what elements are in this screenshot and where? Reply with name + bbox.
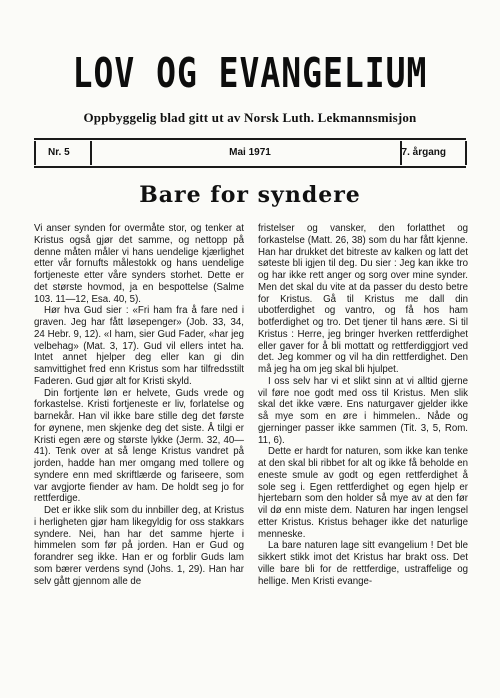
paragraph: Hør hva Gud sier : «Fri ham fra å fare ned i graven. Jeg har fått løsepenger» (Job. 33, 34, 24 Hebr. 9, 12). «I ham, sier Gud Fader, «har jeg velbehag» (Mat. 3, 17). Gud vil ellers intet ha. Intet annet hjelper deg eller kan gi din samvittighet fred enn Kristus som har tilfredsstilt Faderen. Gud gjør alt for Kristi skyld. bbox=[34, 305, 244, 387]
issue-info-bar bbox=[34, 146, 466, 162]
top-rule bbox=[34, 138, 466, 140]
paragraph: La bare naturen lage sitt evangelium ! Det ble sikkert stikk imot det Kristus har brakt oss. Det ville bare bli for de rettferdige, ustraffelige og hellige. Men Kristi evange- bbox=[258, 540, 468, 587]
article-title: Bare for syndere bbox=[139, 182, 361, 208]
paragraph: I oss selv har vi et slikt sinn at vi alltid gjerne vil føre noe godt med oss til Kristus. Men slik skal det ikke være. Ens naturgaver gjelder ikke så mye som en øre i himmelen.. Nåde og gjerninger passer ikke sammen (Tit. 3, 5, Rom. 11, 6). bbox=[258, 375, 468, 446]
masthead-title: LOV OG EVANGELIUM bbox=[72, 48, 428, 97]
bottom-rule bbox=[34, 166, 466, 168]
issue-number: Nr. 5 bbox=[48, 147, 70, 158]
paragraph: Din fortjente løn er helvete, Guds vrede og forkastelse. Kristi fortjeneste er liv, forlatelse og barnekår. Han vil ikke bare stille deg det første for øynene, men skjenke deg det siste. Å tilgi er Kristi egen ære og største lykke (Jerm. 32, 40—41). Tenk over at så lenge Kristus vandret på jorden, hadde han mer omgang med tollere og syndere enn med skriftlærde og fariseere, som var avgjorte fiender av ham. De holdt seg jo for rettferdige. bbox=[34, 387, 244, 505]
paragraph: fristelser og vansker, den forlatthet og forkastelse (Matt. 26, 38) som du har fått kjenne. Han har drukket det bitreste av kalken og latt det søteste bli igjen til deg. Du sier : Jeg kan ikke tro og har ikke rett anger og sorg over mine synder. Men det skal du vite at da passer du desto betre for Kristus. Gå til Kristus me dall din ubotferdighet og vantro, og få hos ham botferdighet og tro. Det tjener til hans ære. Si til Kristus : Herre, jeg bringer hverken rettferdighet eller gaver for å bli mottatt og rettferdiggjort ved det. Jeg kommer og vil ha din rettferdighet. Den må jeg ha om jeg skal bli hjulpet. bbox=[258, 223, 468, 375]
paragraph: Det er ikke slik som du innbiller deg, at Kristus i herligheten gjør ham likegyldig for oss stakkars syndere. Nei, han har det samme hjerte i himmelen som før på jorden. Han er Gud og forandrer seg ikke. Han er og forblir Guds lam som bærer verdens synd (Johs. 1, 29). Han har selv gått gjennom alle de bbox=[34, 505, 244, 587]
issue-volume: 7. årgang bbox=[401, 147, 446, 158]
article-column-left bbox=[34, 223, 244, 587]
article-column-right bbox=[258, 223, 468, 587]
paragraph: Vi anser synden for overmåte stor, og tenker at Kristus også gjør det samme, og nettopp på denne måten måler vi hans uendelige kjærlighet etter vår fornufts målestokk og hans uendelige fortjeneste etter våre synders storhet. Dette er det største hovmod, ja en bespottelse (Salme 103. 11—12, Esa. 40, 5). bbox=[34, 223, 244, 305]
paragraph: Dette er hardt for naturen, som ikke kan tenke at den skal bli ribbet for alt og ikke få beholde en eneste smule av godt og egen rettferdighet å sole seg i. Egen rettferdighet og egen hjelp er hjertebarn som den holder så mye av at den før vil dø enn miste dem. Naturen har ingen lengsel etter Kristus. Kristus behager ikke det naturlige menneske. bbox=[258, 446, 468, 540]
masthead-subtitle: Oppbyggelig blad gitt ut av Norsk Luth. Lekmannsmisjon bbox=[83, 110, 417, 125]
issue-date: Mai 1971 bbox=[229, 147, 271, 158]
